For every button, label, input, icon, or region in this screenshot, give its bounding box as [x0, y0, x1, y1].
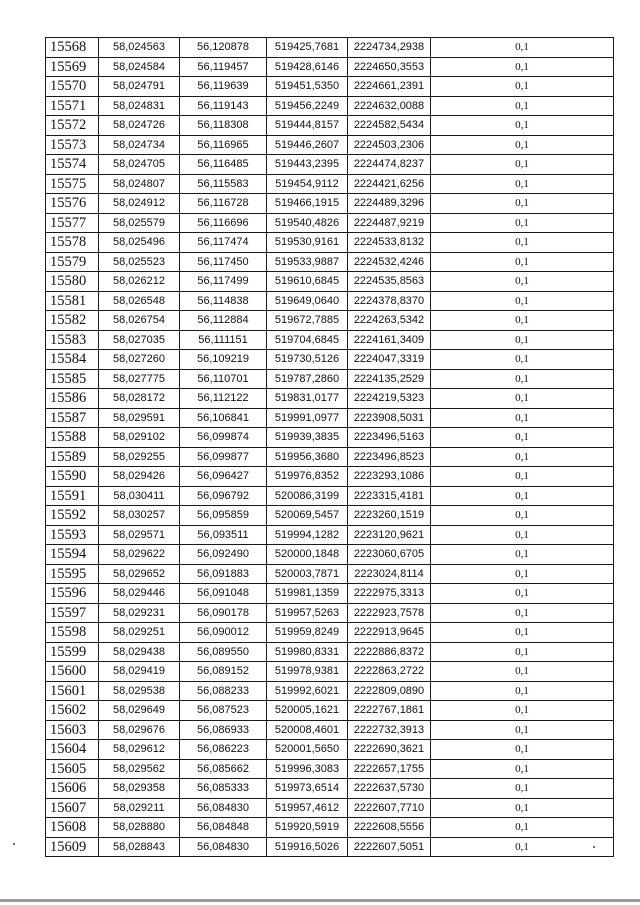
cell-accuracy: 0,1: [431, 369, 614, 389]
cell-accuracy: 0,1: [431, 798, 614, 818]
cell-accuracy: 0,1: [431, 564, 614, 584]
cell-x-coordinate: 519649,0640: [267, 291, 348, 311]
cell-longitude: 56,106841: [180, 408, 267, 428]
cell-y-coordinate: 2224263,5342: [348, 311, 431, 331]
cell-accuracy: 0,1: [431, 135, 614, 155]
cell-x-coordinate: 519425,7681: [267, 38, 348, 58]
cell-longitude: 56,119639: [180, 77, 267, 97]
cell-longitude: 56,120878: [180, 38, 267, 58]
cell-point-number: 15573: [46, 135, 99, 155]
cell-point-number: 15602: [46, 701, 99, 721]
cell-point-number: 15593: [46, 525, 99, 545]
cell-y-coordinate: 2222732,3913: [348, 720, 431, 740]
table-row: [46, 233, 614, 253]
table-row: [46, 57, 614, 77]
cell-y-coordinate: 2224532,4246: [348, 252, 431, 272]
cell-longitude: 56,095859: [180, 506, 267, 526]
cell-x-coordinate: 520005,1621: [267, 701, 348, 721]
cell-accuracy: 0,1: [431, 330, 614, 350]
cell-longitude: 56,099874: [180, 428, 267, 448]
cell-longitude: 56,115583: [180, 174, 267, 194]
cell-longitude: 56,118308: [180, 116, 267, 136]
cell-latitude: 58,024831: [99, 96, 180, 116]
cell-point-number: 15597: [46, 603, 99, 623]
table-row: [46, 174, 614, 194]
cell-x-coordinate: 519916,5026: [267, 837, 348, 857]
cell-point-number: 15585: [46, 369, 99, 389]
cell-latitude: 58,028172: [99, 389, 180, 409]
table-row: [46, 545, 614, 565]
cell-accuracy: 0,1: [431, 38, 614, 58]
table-row: [46, 681, 614, 701]
cell-x-coordinate: 520086,3199: [267, 486, 348, 506]
table-row: [46, 408, 614, 428]
cell-longitude: 56,119457: [180, 57, 267, 77]
cell-longitude: 56,091048: [180, 584, 267, 604]
cell-point-number: 15586: [46, 389, 99, 409]
cell-point-number: 15588: [46, 428, 99, 448]
cell-x-coordinate: 519428,6146: [267, 57, 348, 77]
table-row: [46, 759, 614, 779]
cell-y-coordinate: 2224533,8132: [348, 233, 431, 253]
table-body: [46, 38, 614, 857]
cell-accuracy: 0,1: [431, 662, 614, 682]
cell-x-coordinate: 519973,6514: [267, 779, 348, 799]
cell-accuracy: 0,1: [431, 174, 614, 194]
cell-point-number: 15605: [46, 759, 99, 779]
cell-latitude: 58,029612: [99, 740, 180, 760]
cell-latitude: 58,029538: [99, 681, 180, 701]
cell-longitude: 56,112122: [180, 389, 267, 409]
table-row: [46, 467, 614, 487]
cell-y-coordinate: 2224632,0088: [348, 96, 431, 116]
scan-speck: [593, 846, 595, 848]
cell-y-coordinate: 2222975,3313: [348, 584, 431, 604]
cell-latitude: 58,029571: [99, 525, 180, 545]
cell-x-coordinate: 519730,5126: [267, 350, 348, 370]
cell-x-coordinate: 519980,8331: [267, 642, 348, 662]
cell-longitude: 56,117450: [180, 252, 267, 272]
cell-point-number: 15598: [46, 623, 99, 643]
cell-accuracy: 0,1: [431, 389, 614, 409]
cell-y-coordinate: 2222608,5556: [348, 818, 431, 838]
table-row: [46, 155, 614, 175]
cell-accuracy: 0,1: [431, 467, 614, 487]
cell-x-coordinate: 519976,8352: [267, 467, 348, 487]
cell-point-number: 15568: [46, 38, 99, 58]
table-row: [46, 701, 614, 721]
table-row: [46, 486, 614, 506]
cell-accuracy: 0,1: [431, 57, 614, 77]
cell-y-coordinate: 2222637,5730: [348, 779, 431, 799]
cell-x-coordinate: 519443,2395: [267, 155, 348, 175]
cell-point-number: 15576: [46, 194, 99, 214]
cell-latitude: 58,025496: [99, 233, 180, 253]
table-row: [46, 525, 614, 545]
cell-latitude: 58,027775: [99, 369, 180, 389]
cell-latitude: 58,024563: [99, 38, 180, 58]
cell-longitude: 56,117474: [180, 233, 267, 253]
cell-longitude: 56,109219: [180, 350, 267, 370]
cell-x-coordinate: 519981,1359: [267, 584, 348, 604]
cell-latitude: 58,029102: [99, 428, 180, 448]
cell-x-coordinate: 519956,3680: [267, 447, 348, 467]
cell-longitude: 56,085662: [180, 759, 267, 779]
cell-longitude: 56,116485: [180, 155, 267, 175]
cell-longitude: 56,084830: [180, 837, 267, 857]
cell-longitude: 56,089152: [180, 662, 267, 682]
table-row: [46, 818, 614, 838]
cell-accuracy: 0,1: [431, 194, 614, 214]
cell-accuracy: 0,1: [431, 447, 614, 467]
table-row: [46, 291, 614, 311]
cell-y-coordinate: 2222863,2722: [348, 662, 431, 682]
cell-y-coordinate: 2224161,3409: [348, 330, 431, 350]
cell-point-number: 15594: [46, 545, 99, 565]
cell-latitude: 58,029419: [99, 662, 180, 682]
cell-x-coordinate: 519540,4826: [267, 213, 348, 233]
cell-longitude: 56,084848: [180, 818, 267, 838]
table-row: [46, 389, 614, 409]
cell-y-coordinate: 2224219,5323: [348, 389, 431, 409]
cell-point-number: 15595: [46, 564, 99, 584]
table-row: [46, 116, 614, 136]
cell-y-coordinate: 2224582,5434: [348, 116, 431, 136]
cell-latitude: 58,029358: [99, 779, 180, 799]
cell-y-coordinate: 2222923,7578: [348, 603, 431, 623]
cell-point-number: 15572: [46, 116, 99, 136]
cell-point-number: 15581: [46, 291, 99, 311]
cell-y-coordinate: 2223120,9621: [348, 525, 431, 545]
cell-y-coordinate: 2224421,6256: [348, 174, 431, 194]
table-row: [46, 96, 614, 116]
cell-y-coordinate: 2224503,2306: [348, 135, 431, 155]
cell-point-number: 15601: [46, 681, 99, 701]
cell-x-coordinate: 519939,3835: [267, 428, 348, 448]
cell-accuracy: 0,1: [431, 408, 614, 428]
cell-x-coordinate: 519787,2860: [267, 369, 348, 389]
cell-y-coordinate: 2224047,3319: [348, 350, 431, 370]
cell-point-number: 15596: [46, 584, 99, 604]
cell-point-number: 15599: [46, 642, 99, 662]
table-row: [46, 272, 614, 292]
table-row: [46, 584, 614, 604]
cell-x-coordinate: 520000,1848: [267, 545, 348, 565]
cell-point-number: 15608: [46, 818, 99, 838]
cell-latitude: 58,026212: [99, 272, 180, 292]
cell-x-coordinate: 519978,9381: [267, 662, 348, 682]
cell-accuracy: 0,1: [431, 233, 614, 253]
cell-point-number: 15582: [46, 311, 99, 331]
cell-longitude: 56,086933: [180, 720, 267, 740]
cell-y-coordinate: 2223315,4181: [348, 486, 431, 506]
cell-point-number: 15600: [46, 662, 99, 682]
cell-latitude: 58,029426: [99, 467, 180, 487]
cell-x-coordinate: 519610,6845: [267, 272, 348, 292]
cell-accuracy: 0,1: [431, 681, 614, 701]
cell-y-coordinate: 2222690,3621: [348, 740, 431, 760]
cell-y-coordinate: 2223293,1086: [348, 467, 431, 487]
cell-point-number: 15590: [46, 467, 99, 487]
table-row: [46, 642, 614, 662]
table-row: [46, 252, 614, 272]
cell-latitude: 58,029622: [99, 545, 180, 565]
cell-point-number: 15571: [46, 96, 99, 116]
table-row: [46, 603, 614, 623]
scan-speck: [13, 843, 15, 845]
table-row: [46, 428, 614, 448]
table-row: [46, 369, 614, 389]
cell-y-coordinate: 2223260,1519: [348, 506, 431, 526]
cell-x-coordinate: 519992,6021: [267, 681, 348, 701]
cell-accuracy: 0,1: [431, 252, 614, 272]
cell-x-coordinate: 519996,3083: [267, 759, 348, 779]
cell-accuracy: 0,1: [431, 759, 614, 779]
cell-point-number: 15606: [46, 779, 99, 799]
cell-x-coordinate: 519831,0177: [267, 389, 348, 409]
cell-point-number: 15603: [46, 720, 99, 740]
table-row: [46, 662, 614, 682]
cell-point-number: 15577: [46, 213, 99, 233]
table-row: [46, 350, 614, 370]
coordinates-table: [45, 37, 614, 857]
cell-x-coordinate: 519959,8249: [267, 623, 348, 643]
cell-y-coordinate: 2222913,9645: [348, 623, 431, 643]
table-row: [46, 623, 614, 643]
cell-x-coordinate: 520001,5650: [267, 740, 348, 760]
cell-accuracy: 0,1: [431, 740, 614, 760]
cell-point-number: 15592: [46, 506, 99, 526]
cell-accuracy: 0,1: [431, 545, 614, 565]
cell-point-number: 15569: [46, 57, 99, 77]
cell-longitude: 56,112884: [180, 311, 267, 331]
cell-longitude: 56,090178: [180, 603, 267, 623]
cell-x-coordinate: 519957,4612: [267, 798, 348, 818]
table-row: [46, 77, 614, 97]
cell-longitude: 56,086223: [180, 740, 267, 760]
cell-longitude: 56,085333: [180, 779, 267, 799]
cell-accuracy: 0,1: [431, 623, 614, 643]
cell-accuracy: 0,1: [431, 525, 614, 545]
cell-accuracy: 0,1: [431, 213, 614, 233]
cell-latitude: 58,024705: [99, 155, 180, 175]
cell-y-coordinate: 2223060,6705: [348, 545, 431, 565]
cell-accuracy: 0,1: [431, 506, 614, 526]
table-row: [46, 564, 614, 584]
cell-latitude: 58,029255: [99, 447, 180, 467]
cell-accuracy: 0,1: [431, 818, 614, 838]
cell-accuracy: 0,1: [431, 96, 614, 116]
cell-latitude: 58,029676: [99, 720, 180, 740]
cell-latitude: 58,029649: [99, 701, 180, 721]
cell-longitude: 56,114838: [180, 291, 267, 311]
cell-longitude: 56,087523: [180, 701, 267, 721]
cell-longitude: 56,117499: [180, 272, 267, 292]
cell-accuracy: 0,1: [431, 837, 614, 857]
cell-accuracy: 0,1: [431, 486, 614, 506]
cell-y-coordinate: 2224135,2529: [348, 369, 431, 389]
cell-x-coordinate: 519533,9887: [267, 252, 348, 272]
cell-x-coordinate: 519920,5919: [267, 818, 348, 838]
cell-longitude: 56,111151: [180, 330, 267, 350]
cell-point-number: 15589: [46, 447, 99, 467]
cell-latitude: 58,027035: [99, 330, 180, 350]
cell-latitude: 58,028880: [99, 818, 180, 838]
cell-y-coordinate: 2224734,2938: [348, 38, 431, 58]
cell-accuracy: 0,1: [431, 311, 614, 331]
cell-accuracy: 0,1: [431, 642, 614, 662]
cell-latitude: 58,026754: [99, 311, 180, 331]
cell-latitude: 58,029231: [99, 603, 180, 623]
cell-x-coordinate: 519704,6845: [267, 330, 348, 350]
cell-y-coordinate: 2224661,2391: [348, 77, 431, 97]
cell-longitude: 56,092490: [180, 545, 267, 565]
cell-accuracy: 0,1: [431, 701, 614, 721]
table-row: [46, 330, 614, 350]
cell-x-coordinate: 519456,2249: [267, 96, 348, 116]
cell-longitude: 56,099877: [180, 447, 267, 467]
cell-latitude: 58,029438: [99, 642, 180, 662]
scan-bottom-edge: [0, 899, 640, 902]
cell-accuracy: 0,1: [431, 720, 614, 740]
cell-latitude: 58,029446: [99, 584, 180, 604]
cell-longitude: 56,089550: [180, 642, 267, 662]
cell-longitude: 56,090012: [180, 623, 267, 643]
cell-y-coordinate: 2223496,8523: [348, 447, 431, 467]
cell-y-coordinate: 2223908,5031: [348, 408, 431, 428]
cell-point-number: 15580: [46, 272, 99, 292]
cell-latitude: 58,029652: [99, 564, 180, 584]
cell-y-coordinate: 2223496,5163: [348, 428, 431, 448]
cell-x-coordinate: 519530,9161: [267, 233, 348, 253]
cell-accuracy: 0,1: [431, 584, 614, 604]
cell-latitude: 58,030411: [99, 486, 180, 506]
cell-point-number: 15604: [46, 740, 99, 760]
cell-accuracy: 0,1: [431, 291, 614, 311]
table-row: [46, 311, 614, 331]
cell-point-number: 15584: [46, 350, 99, 370]
cell-point-number: 15574: [46, 155, 99, 175]
cell-y-coordinate: 2224535,8563: [348, 272, 431, 292]
cell-accuracy: 0,1: [431, 603, 614, 623]
cell-latitude: 58,029591: [99, 408, 180, 428]
cell-latitude: 58,027260: [99, 350, 180, 370]
table-row: [46, 798, 614, 818]
table-row: [46, 720, 614, 740]
cell-longitude: 56,119143: [180, 96, 267, 116]
cell-x-coordinate: 519454,9112: [267, 174, 348, 194]
cell-latitude: 58,024726: [99, 116, 180, 136]
cell-x-coordinate: 519444,8157: [267, 116, 348, 136]
cell-x-coordinate: 519672,7885: [267, 311, 348, 331]
table-row: [46, 194, 614, 214]
cell-y-coordinate: 2224378,8370: [348, 291, 431, 311]
table-row: [46, 740, 614, 760]
cell-point-number: 15578: [46, 233, 99, 253]
cell-longitude: 56,116696: [180, 213, 267, 233]
cell-y-coordinate: 2222809,0890: [348, 681, 431, 701]
cell-latitude: 58,024807: [99, 174, 180, 194]
cell-accuracy: 0,1: [431, 77, 614, 97]
cell-longitude: 56,096792: [180, 486, 267, 506]
cell-y-coordinate: 2222767,1861: [348, 701, 431, 721]
cell-latitude: 58,029251: [99, 623, 180, 643]
cell-x-coordinate: 519466,1915: [267, 194, 348, 214]
cell-longitude: 56,084830: [180, 798, 267, 818]
table-row: [46, 447, 614, 467]
cell-latitude: 58,024791: [99, 77, 180, 97]
cell-accuracy: 0,1: [431, 272, 614, 292]
cell-latitude: 58,025523: [99, 252, 180, 272]
cell-point-number: 15591: [46, 486, 99, 506]
cell-longitude: 56,110701: [180, 369, 267, 389]
cell-x-coordinate: 519991,0977: [267, 408, 348, 428]
cell-longitude: 56,096427: [180, 467, 267, 487]
cell-y-coordinate: 2224650,3553: [348, 57, 431, 77]
cell-point-number: 15575: [46, 174, 99, 194]
cell-point-number: 15570: [46, 77, 99, 97]
cell-accuracy: 0,1: [431, 116, 614, 136]
cell-x-coordinate: 520003,7871: [267, 564, 348, 584]
cell-point-number: 15579: [46, 252, 99, 272]
cell-y-coordinate: 2222607,5051: [348, 837, 431, 857]
cell-point-number: 15609: [46, 837, 99, 857]
cell-x-coordinate: 519994,1282: [267, 525, 348, 545]
table-row: [46, 779, 614, 799]
cell-x-coordinate: 519451,5350: [267, 77, 348, 97]
cell-accuracy: 0,1: [431, 155, 614, 175]
cell-accuracy: 0,1: [431, 350, 614, 370]
cell-longitude: 56,116965: [180, 135, 267, 155]
table-row: [46, 213, 614, 233]
cell-point-number: 15587: [46, 408, 99, 428]
cell-longitude: 56,091883: [180, 564, 267, 584]
cell-y-coordinate: 2224489,3296: [348, 194, 431, 214]
cell-y-coordinate: 2222607,7710: [348, 798, 431, 818]
cell-longitude: 56,088233: [180, 681, 267, 701]
cell-point-number: 15607: [46, 798, 99, 818]
cell-accuracy: 0,1: [431, 428, 614, 448]
cell-accuracy: 0,1: [431, 779, 614, 799]
cell-latitude: 58,024912: [99, 194, 180, 214]
cell-latitude: 58,029211: [99, 798, 180, 818]
cell-latitude: 58,028843: [99, 837, 180, 857]
cell-longitude: 56,116728: [180, 194, 267, 214]
cell-longitude: 56,093511: [180, 525, 267, 545]
cell-point-number: 15583: [46, 330, 99, 350]
cell-y-coordinate: 2222886,8372: [348, 642, 431, 662]
cell-latitude: 58,026548: [99, 291, 180, 311]
cell-x-coordinate: 520008,4601: [267, 720, 348, 740]
table-row: [46, 38, 614, 58]
cell-latitude: 58,024734: [99, 135, 180, 155]
table-row: [46, 135, 614, 155]
cell-latitude: 58,025579: [99, 213, 180, 233]
cell-x-coordinate: 519446,2607: [267, 135, 348, 155]
cell-y-coordinate: 2222657,1755: [348, 759, 431, 779]
table-row: [46, 837, 614, 857]
cell-y-coordinate: 2224474,8237: [348, 155, 431, 175]
cell-latitude: 58,029562: [99, 759, 180, 779]
cell-y-coordinate: 2224487,9219: [348, 213, 431, 233]
cell-latitude: 58,030257: [99, 506, 180, 526]
cell-y-coordinate: 2223024,8114: [348, 564, 431, 584]
cell-latitude: 58,024584: [99, 57, 180, 77]
table-row: [46, 506, 614, 526]
cell-x-coordinate: 520069,5457: [267, 506, 348, 526]
cell-x-coordinate: 519957,5263: [267, 603, 348, 623]
